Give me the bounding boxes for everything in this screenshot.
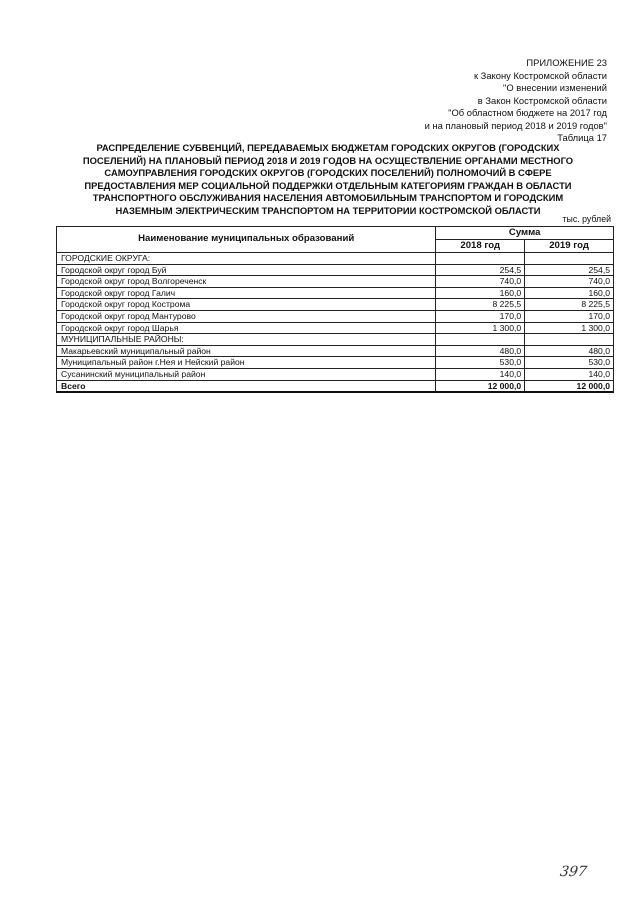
row-2018-cell (436, 253, 525, 265)
header-line: "О внесении изменений (503, 82, 607, 93)
units-label: тыс. рублей (562, 214, 611, 224)
row-2019-cell: 740,0 (525, 276, 614, 288)
header-line: ПРИЛОЖЕНИЕ 23 (526, 57, 607, 68)
header-line: в Закон Костромской области (477, 94, 607, 106)
row-2019-cell: 140,0 (525, 368, 614, 380)
row-name-cell: МУНИЦИПАЛЬНЫЕ РАЙОНЫ: (57, 334, 436, 346)
row-2019-cell (525, 253, 614, 265)
row-name-cell: Сусанинский муниципальный район (57, 368, 436, 380)
header-line: "Об областном бюджете на 2017 год (448, 107, 607, 118)
row-2018-cell (436, 334, 525, 346)
row-2018-cell: 740,0 (436, 276, 525, 288)
row-name-cell: Городской округ город Галич (57, 287, 436, 299)
row-2019-cell: 12 000,0 (525, 380, 614, 392)
row-name-cell: Муниципальный район г.Нея и Нейский район (57, 357, 436, 369)
table-number: Таблица 17 (557, 132, 607, 143)
table-row (57, 310, 614, 322)
row-name-cell: Городской округ город Буй (57, 264, 436, 276)
row-2018-cell: 160,0 (436, 287, 525, 299)
row-2018-cell: 140,0 (436, 368, 525, 380)
row-2018-cell: 254,5 (436, 264, 525, 276)
row-2019-cell: 160,0 (525, 287, 614, 299)
column-header-name: Наименование муниципальных образований (57, 227, 436, 253)
row-2018-cell: 1 300,0 (436, 322, 525, 334)
row-2018-cell: 480,0 (436, 345, 525, 357)
row-name-cell: Макарьевский муниципальный район (57, 345, 436, 357)
table-row (57, 276, 614, 288)
table-row (57, 299, 614, 311)
title-line: НАЗЕМНЫМ ЭЛЕКТРИЧЕСКИМ ТРАНСПОРТОМ НА ТЕРРИТОРИИ КОСТРОМСКОЙ ОБЛАСТИ (115, 204, 541, 216)
table-row (57, 345, 614, 357)
title-line: САМОУПРАВЛЕНИЯ ГОРОДСКИХ ОКРУГОВ (ГОРОДСКИХ ПОСЕЛЕНИЙ) ПОЛНОМОЧИЙ В СФЕРЕ (104, 167, 552, 179)
column-header-2019: 2019 год (525, 240, 614, 253)
row-name-cell: Всего (57, 380, 436, 392)
row-2019-cell: 530,0 (525, 357, 614, 369)
row-2018-cell: 170,0 (436, 310, 525, 322)
row-2019-cell: 170,0 (525, 310, 614, 322)
row-2019-cell: 1 300,0 (525, 322, 614, 334)
total-row (57, 380, 614, 392)
row-name-cell: Городской округ город Кострома (57, 299, 436, 311)
subventions-table (56, 226, 614, 393)
table-body (57, 253, 614, 393)
header-line: к Закону Костромской области (473, 69, 607, 81)
title-line: РАСПРЕДЕЛЕНИЕ СУБВЕНЦИЙ, ПЕРЕДАВАЕМЫХ БЮДЖЕТАМ ГОРОДСКИХ ОКРУГОВ (ГОРОДСКИХ (96, 142, 560, 153)
table-row (57, 357, 614, 369)
column-header-2018: 2018 год (436, 240, 525, 253)
header-line: и на плановый период 2018 и 2019 годов" (424, 119, 607, 131)
title-line: ПОСЕЛЕНИЙ) НА ПЛАНОВЫЙ ПЕРИОД 2018 И 2019 ГОДОВ НА ОСУЩЕСТВЛЕНИЕ ОРГАНАМИ МЕСТНОГО (82, 154, 574, 166)
table-row (57, 322, 614, 334)
row-name-cell: Городской округ город Волгореченск (57, 276, 436, 288)
table-row (57, 264, 614, 276)
row-2018-cell: 12 000,0 (436, 380, 525, 392)
table-row (57, 287, 614, 299)
appendix-header (347, 57, 607, 145)
title-line: ПРЕДОСТАВЛЕНИЯ МЕР СОЦИАЛЬНОЙ ПОДДЕРЖКИ ОТДЕЛЬНЫМ КАТЕГОРИЯМ ГРАЖДАН В ОБЛАСТИ (84, 179, 572, 191)
page-number: 397 (558, 864, 588, 880)
row-2018-cell: 530,0 (436, 357, 525, 369)
section-row (57, 334, 614, 346)
row-2019-cell (525, 334, 614, 346)
row-2019-cell: 254,5 (525, 264, 614, 276)
document-title (72, 142, 584, 218)
row-2018-cell: 8 225,5 (436, 299, 525, 311)
row-name-cell: Городской округ город Мантурово (57, 310, 436, 322)
title-line: ТРАНСПОРТНОГО ОБСЛУЖИВАНИЯ НАСЕЛЕНИЯ АВТОМОБИЛЬНЫМ ТРАНСПОРТОМ И ГОРОДСКИМ (92, 192, 564, 204)
column-header-sum: Сумма (436, 227, 614, 240)
table-row (57, 368, 614, 380)
section-row (57, 253, 614, 265)
row-2019-cell: 480,0 (525, 345, 614, 357)
row-name-cell: Городской округ город Шарья (57, 322, 436, 334)
row-name-cell: ГОРОДСКИЕ ОКРУГА: (57, 253, 436, 265)
row-2019-cell: 8 225,5 (525, 299, 614, 311)
